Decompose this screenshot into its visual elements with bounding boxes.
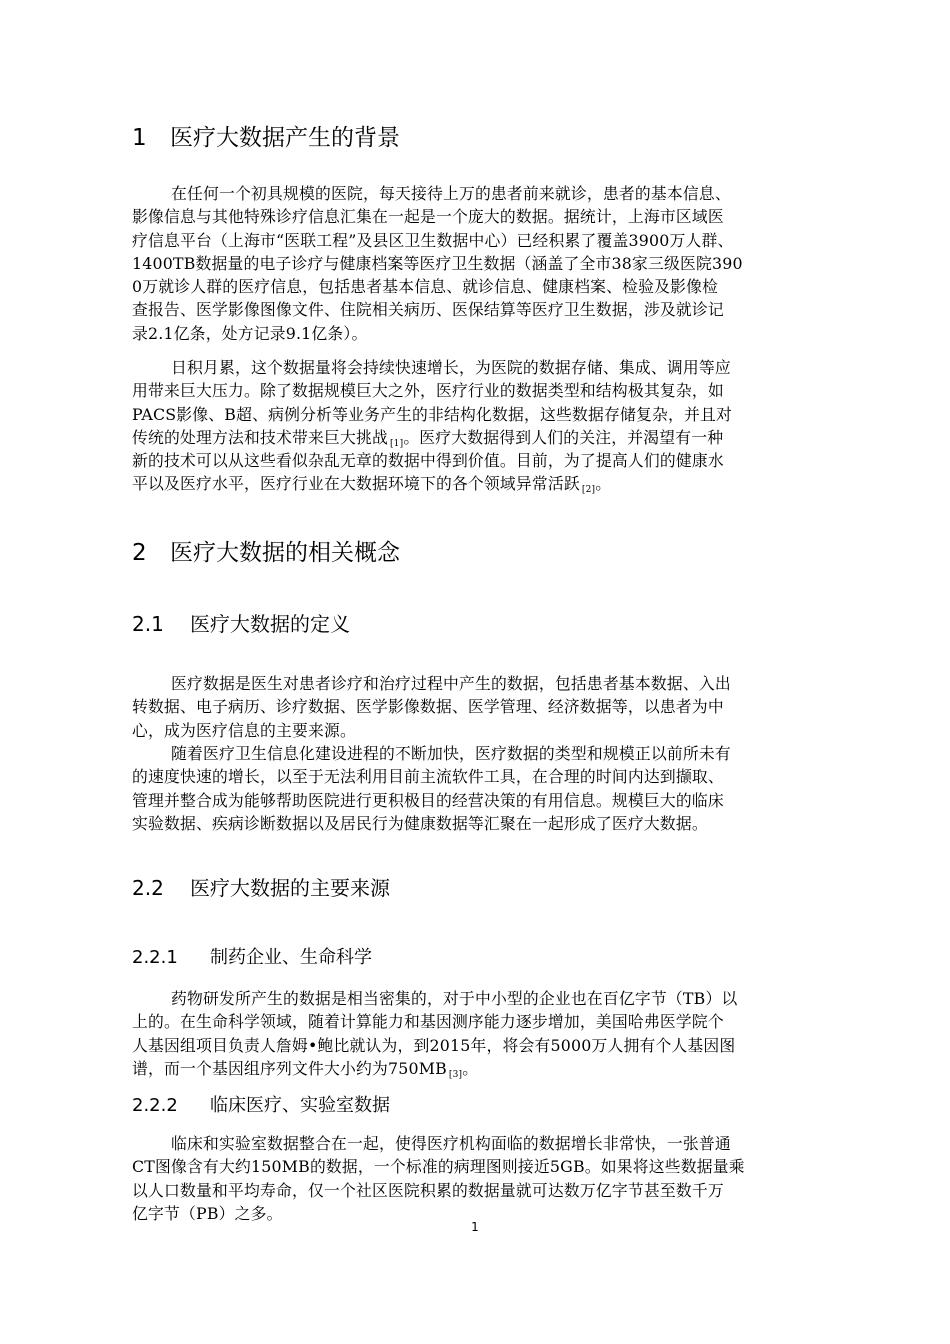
paragraph: [132, 742, 832, 835]
section-number: 2.2.2: [132, 1095, 178, 1116]
text-line: 疗信息平台（上海市“医联工程”及县区卫生数据中心）已经积累了覆盖3900万人群、: [132, 230, 734, 250]
text-line: 心，成为医疗信息的主要来源。: [132, 720, 356, 740]
text-line: 的速度快速的增长，以至于无法利用目前主流软件工具，在合理的时间内达到撷取、: [132, 767, 724, 787]
text-line: 转数据、电子病历、诊疗数据、医学影像数据、医学管理、经济数据等，以患者为中: [132, 697, 724, 717]
text-line: PACS影像、B超、病例分析等业务产生的非结构化数据，这些数据存储复杂，并且对: [132, 404, 732, 424]
text-line: 日积月累，这个数据量将会持续快速增长，为医院的数据存储、集成、调用等应: [171, 358, 731, 377]
text-line: 影像信息与其他特殊诊疗信息汇集在一起是一个庞大的数据。据统计，上海市区域医: [132, 207, 724, 227]
section-title: 医疗大数据的定义: [190, 612, 350, 636]
text-line: [132, 472, 832, 495]
section-2-2-2-heading: [132, 1093, 390, 1119]
text-line: 在任何一个初具规模的医院，每天接待上万的患者前来就诊，患者的基本信息、: [171, 184, 731, 203]
section-number: 2.1: [132, 612, 164, 636]
text-line: 1400TB数据量的电子诊疗与健康档案等医疗卫生数据（涵盖了全市38家三级医院390: [132, 253, 743, 273]
text-line: [132, 426, 832, 449]
text-line: 药物研发所产生的数据是相当密集的，对于中小型的企业也在百亿字节（TB）以: [171, 989, 738, 1008]
section-number: 2: [132, 540, 147, 566]
text-span: 。医疗大数据得到人们的关注，并渴望有一种: [403, 427, 724, 447]
text-line: CT图像含有大约150MB的数据，一个标准的病理图则接近5GB。如果将这些数据量乘: [132, 1157, 745, 1177]
section-2-2-heading: [132, 874, 390, 902]
text-line: 实验数据、疾病诊断数据以及居民行为健康数据等汇聚在一起形成了医疗大数据。: [132, 813, 708, 833]
section-number: 2.2.1: [132, 947, 178, 968]
section-2-heading: [132, 538, 400, 568]
page-number: 1: [471, 1220, 479, 1234]
section-title: 医疗大数据的主要来源: [190, 876, 390, 900]
section-title: 医疗大数据的相关概念: [170, 540, 400, 566]
section-title: 医疗大数据产生的背景: [170, 125, 400, 151]
section-2-2-1-heading: [132, 945, 372, 971]
text-span: 。: [595, 474, 612, 494]
text-line: 用带来巨大压力。除了数据规模巨大之外，医疗行业的数据类型和结构极其复杂，如: [132, 381, 724, 401]
section-number: 1: [132, 125, 147, 151]
section-title: 临床医疗、实验室数据: [210, 1095, 390, 1116]
paragraph: [132, 182, 832, 345]
citation-ref[interactable]: [3]: [448, 1069, 463, 1080]
text-line: 人基因组项目负责人詹姆•鲍比就认为，到2015年，将会有5000万人拥有个人基因图: [132, 1035, 736, 1055]
text-line: 查报告、医学影像图像文件、住院相关病历、医保结算等医疗卫生数据，涉及就诊记: [132, 300, 724, 320]
paragraph: [132, 1132, 832, 1225]
text-line: 管理并整合成为能够帮助医院进行更积极目的经营决策的有用信息。规模巨大的临床: [132, 790, 724, 810]
text-line: 0万就诊人群的医疗信息，包括患者基本信息、就诊信息、健康档案、检验及影像检: [132, 277, 719, 297]
text-line: 亿字节（PB）之多。: [132, 1203, 283, 1223]
text-line: 以人口数量和平均寿命，仅一个社区医院积累的数据量就可达数万亿字节甚至数千万: [132, 1180, 724, 1200]
paragraph: [132, 987, 832, 1080]
section-number: 2.2: [132, 876, 164, 900]
text-span: 平以及医疗水平，医疗行业在大数据环境下的各个领域异常活跃: [132, 474, 580, 494]
text-line: 临床和实验室数据整合在一起，使得医疗机构面临的数据增长非常快，一张普通: [171, 1134, 731, 1153]
text-line: 随着医疗卫生信息化建设进程的不断加快，医疗数据的类型和规模正以前所未有: [171, 744, 731, 763]
text-line: 医疗数据是医生对患者诊疗和治疗过程中产生的数据，包括患者基本数据、入出: [171, 674, 731, 693]
text-line: 上的。在生命科学领域，随着计算能力和基因测序能力逐步增加，美国哈弗医学院个: [132, 1012, 724, 1032]
section-2-1-heading: [132, 610, 350, 638]
text-line: 录2.1亿条，处方记录9.1亿条）。: [132, 323, 368, 343]
citation-ref[interactable]: [2]: [581, 485, 596, 496]
paragraph: [132, 356, 832, 496]
text-span: 。: [462, 1058, 479, 1078]
paragraph: [132, 672, 832, 742]
text-line: [132, 1057, 832, 1080]
section-title: 制药企业、生命科学: [210, 947, 372, 968]
text-span: 谱，而一个基因组序列文件大小约为750MB: [132, 1058, 447, 1078]
text-line: 新的技术可以从这些看似杂乱无章的数据中得到价值。目前，为了提高人们的健康水: [132, 451, 724, 471]
section-1-heading: [132, 123, 400, 153]
text-span: 传统的处理方法和技术带来巨大挑战: [132, 427, 388, 447]
citation-ref[interactable]: [1]: [389, 438, 404, 449]
